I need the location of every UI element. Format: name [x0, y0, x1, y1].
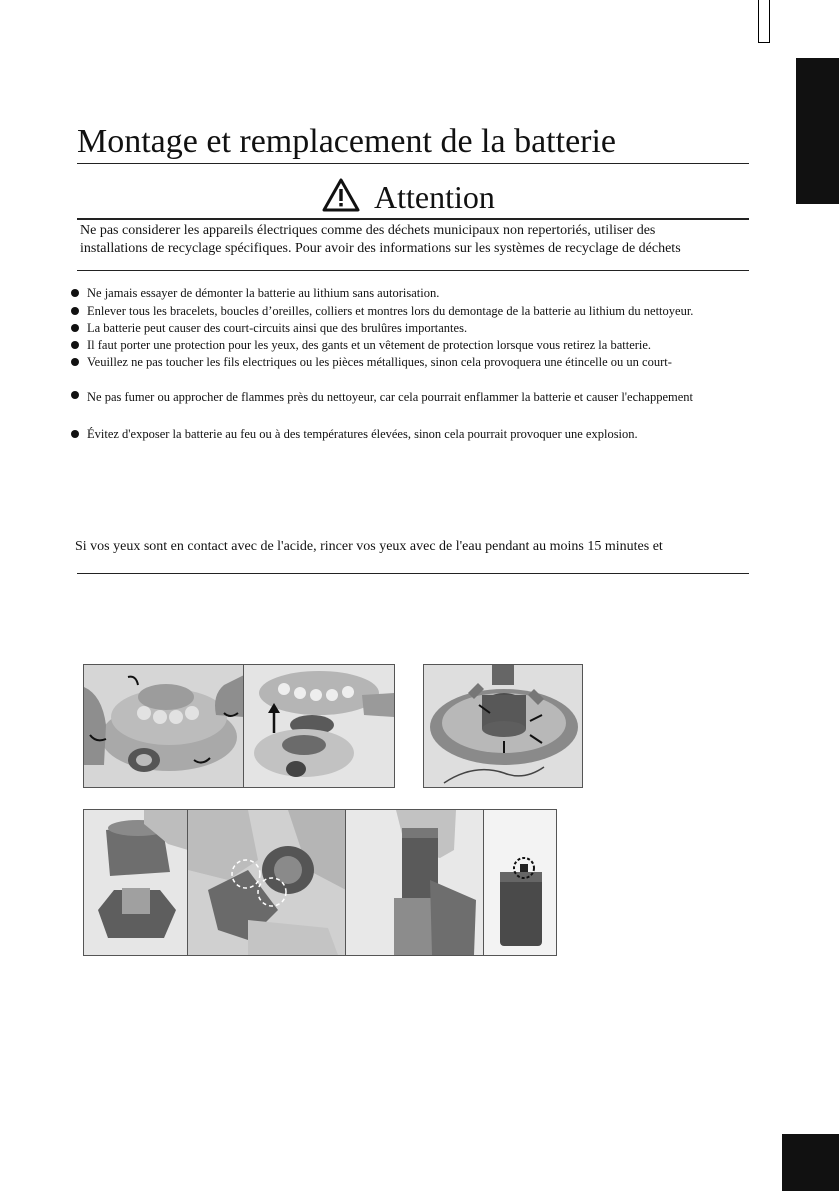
title-rule — [77, 163, 749, 164]
recycling-rule — [77, 270, 749, 271]
photo-unscrew-motor — [423, 664, 583, 788]
photo-remove-battery-housing — [83, 809, 189, 956]
attention-label: Attention — [374, 179, 495, 215]
language-side-tab — [796, 58, 839, 204]
photo-lift-housing — [243, 664, 395, 788]
recycling-note-line-2: installations de recyclage spécifiques. Pour avoir des informations sur les systèmes de recyclage de déchets — [80, 241, 681, 256]
page-title: Montage et remplacement de la batterie — [77, 123, 617, 160]
photo-remove-top-cover — [83, 664, 245, 788]
bullet-icon — [71, 358, 79, 366]
bullet-icon — [71, 341, 79, 349]
page-number-tab — [782, 1134, 839, 1191]
attention-rule — [77, 218, 749, 220]
photo-disconnect-wires — [187, 809, 347, 956]
recycling-note-line-1: Ne pas considerer les appareils électriques comme des déchets municipaux non repertoriés, utiliser des — [80, 223, 656, 238]
bullet-icon — [71, 307, 79, 315]
crop-mark — [758, 0, 770, 42]
bullet-icon — [71, 289, 79, 297]
bullet-icon — [71, 430, 79, 438]
photo-lift-battery-pack — [345, 809, 485, 956]
bullet-icon — [71, 391, 79, 399]
photo-battery-connector — [483, 809, 557, 956]
eye-contact-note: Si vos yeux sont en contact avec de l'acide, rincer vos yeux avec de l'eau pendant au moins 15 minutes et — [75, 539, 663, 554]
attention-heading — [322, 175, 495, 219]
warning-triangle-icon — [322, 178, 360, 217]
eye-note-rule — [77, 573, 749, 574]
bullet-icon — [71, 324, 79, 332]
